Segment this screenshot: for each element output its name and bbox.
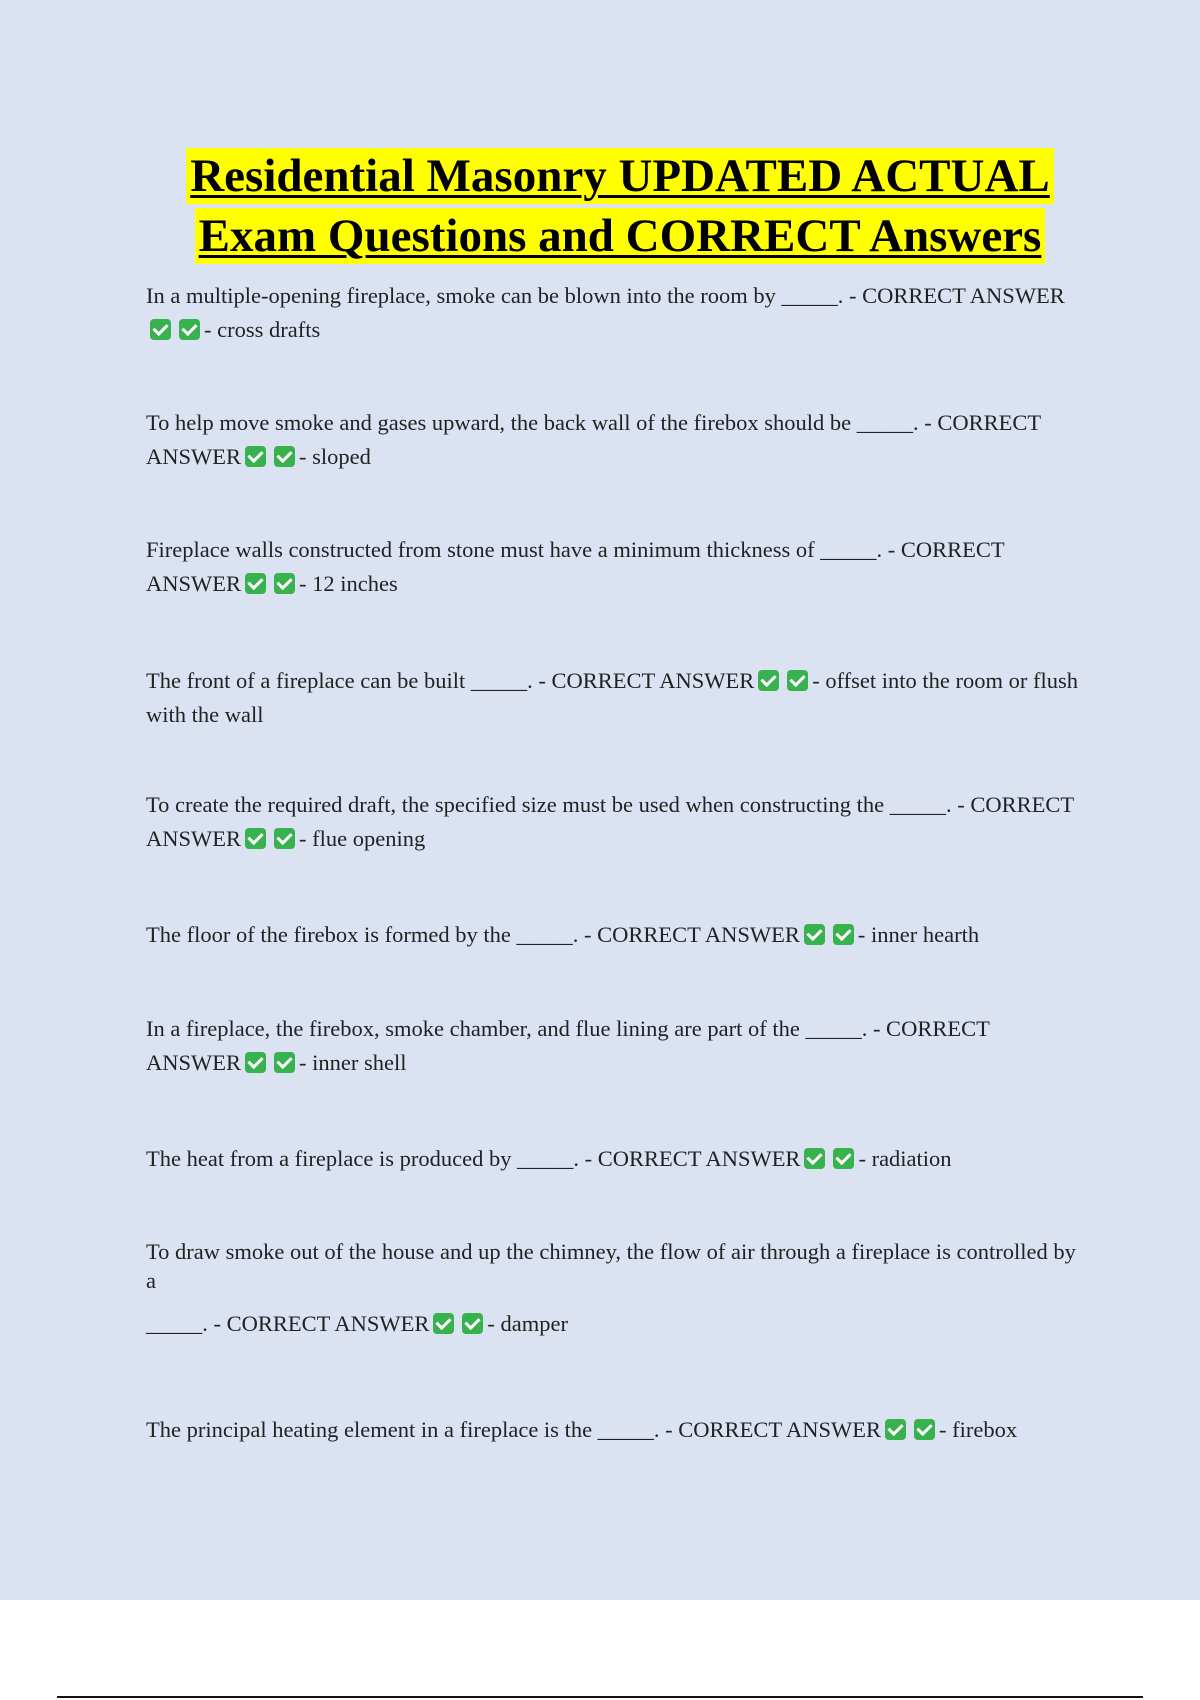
qa-item-3 (146, 533, 1086, 601)
check-icon (245, 1052, 266, 1073)
qa-answer: - inner shell (299, 1050, 407, 1075)
qa-answer: - cross drafts (204, 317, 321, 342)
check-icon (245, 828, 266, 849)
qa-item-1 (146, 279, 1086, 347)
qa-answer: - offset into the room or flush with the wall (146, 668, 1078, 727)
qa-item-5 (146, 788, 1086, 856)
qa-question: To draw smoke out of the house and up the chimney, the flow of air through a fireplace is controlled by a (146, 1239, 1076, 1293)
title-line-2: Exam Questions and CORRECT Answers (195, 208, 1046, 264)
qa-question: The principal heating element in a fireplace is the _____. - CORRECT ANSWER (146, 1417, 882, 1442)
check-icon (179, 319, 200, 340)
qa-answer: - 12 inches (299, 571, 398, 596)
check-icon (914, 1419, 935, 1440)
qa-item-9 (146, 1237, 1086, 1338)
document-title (0, 146, 1200, 266)
qa-item-8 (146, 1142, 1086, 1176)
qa-answer: - inner hearth (857, 922, 980, 947)
qa-answer: - firebox (939, 1417, 1018, 1442)
qa-question: The heat from a fireplace is produced by _____. - CORRECT ANSWER (146, 1146, 801, 1171)
check-icon (833, 924, 854, 945)
check-icon (885, 1419, 906, 1440)
check-icon (274, 573, 295, 594)
qa-item-6 (146, 918, 1086, 952)
check-icon (433, 1313, 454, 1334)
footer-divider (57, 1696, 1143, 1698)
qa-answer: - flue opening (299, 826, 426, 851)
check-icon (245, 446, 266, 467)
check-icon (274, 446, 295, 467)
qa-question-blank: _____. - CORRECT ANSWER (146, 1311, 430, 1336)
qa-question: In a multiple-opening fireplace, smoke can be blown into the room by _____. - CORRECT ANSWER (146, 283, 1065, 308)
qa-item-10 (146, 1413, 1126, 1447)
qa-question: The floor of the firebox is formed by the _____. - CORRECT ANSWER (146, 922, 800, 947)
check-icon (462, 1313, 483, 1334)
check-icon (274, 1052, 295, 1073)
title-line-1: Residential Masonry UPDATED ACTUAL (186, 148, 1054, 204)
check-icon (804, 1148, 825, 1169)
qa-item-7 (146, 1012, 1086, 1080)
qa-question: To create the required draft, the specified size must be used when constructing the _____. - CORRECT ANSWER (146, 792, 1074, 851)
check-icon (833, 1148, 854, 1169)
check-icon (787, 670, 808, 691)
qa-question: The front of a fireplace can be built _____. - CORRECT ANSWER (146, 668, 755, 693)
qa-question: In a fireplace, the firebox, smoke chamber, and flue lining are part of the _____. - CORRECT ANSWER (146, 1016, 990, 1075)
qa-answer: - radiation (858, 1146, 952, 1171)
qa-question: To help move smoke and gases upward, the back wall of the firebox should be _____. - CORRECT ANSWER (146, 410, 1041, 469)
check-icon (274, 828, 295, 849)
qa-answer: - damper (487, 1311, 568, 1336)
check-icon (245, 573, 266, 594)
check-icon (150, 319, 171, 340)
qa-item-2 (146, 406, 1086, 474)
check-icon (758, 670, 779, 691)
qa-question: Fireplace walls constructed from stone must have a minimum thickness of _____. - CORRECT ANSWER (146, 537, 1005, 596)
qa-answer: - sloped (299, 444, 371, 469)
check-icon (804, 924, 825, 945)
qa-item-4 (146, 664, 1086, 732)
